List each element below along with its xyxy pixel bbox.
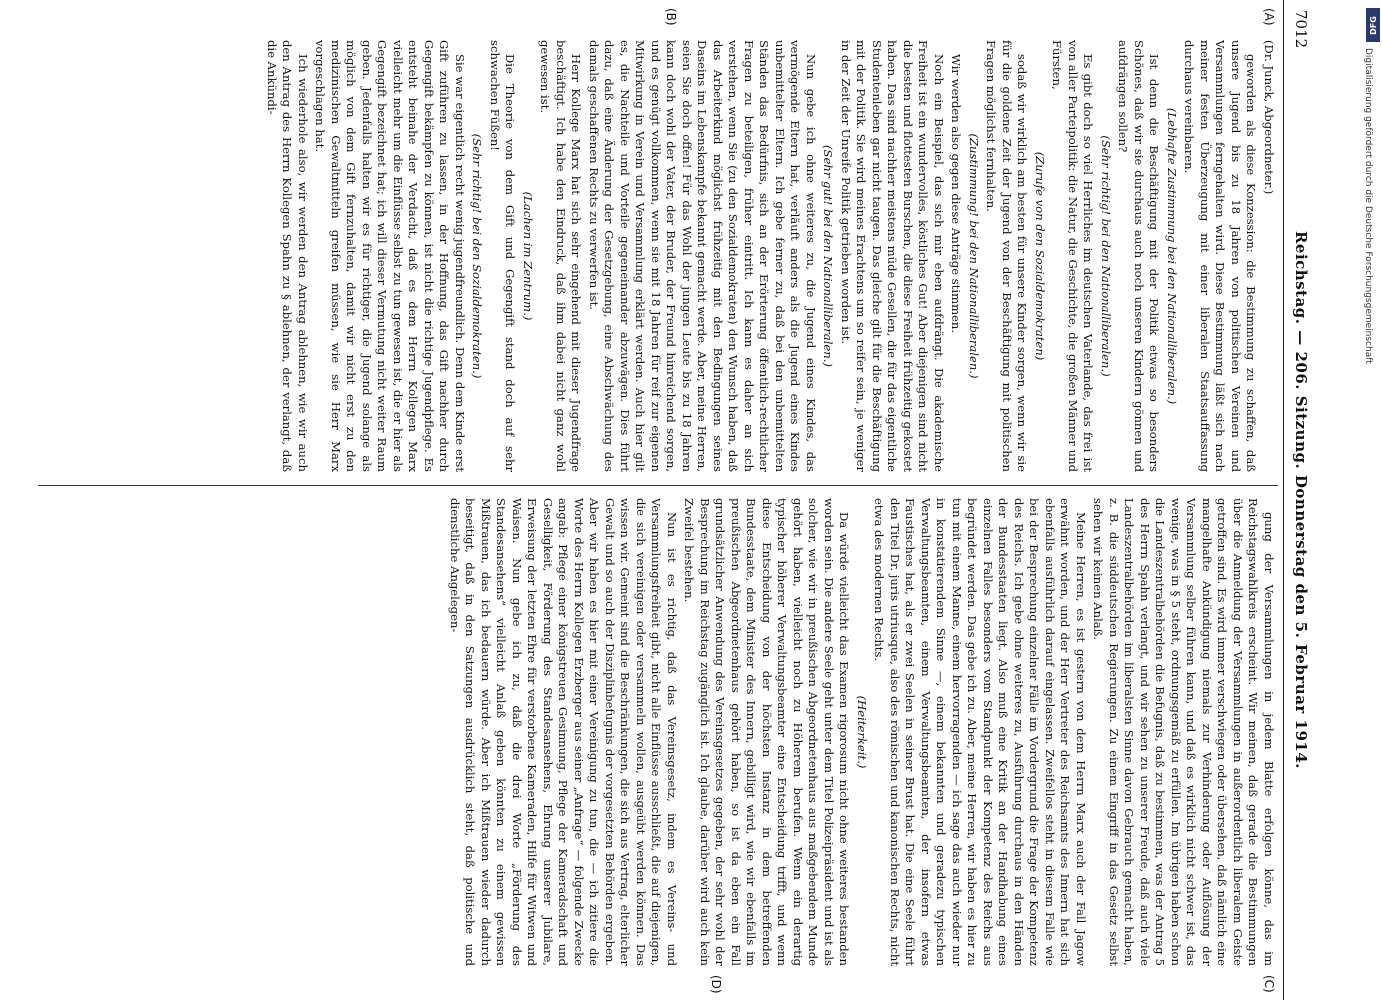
paragraph: (Zurufe von den Sozialdemokraten) bbox=[1033, 151, 1047, 361]
left-column bbox=[36, 40, 1276, 472]
paragraph: Ich wiederhole also, wir werden den Antrag ablehnen, wie wir auch den Antrag des Herrn Kollegen Spahn zu § ablehnen, der verlangt, daß die Ankündi- bbox=[265, 40, 310, 472]
paragraph: Ist denn die Beschäftigung mit der Politik etwas so besonders Schönes, daß wir sie durchaus auch noch unseren Kindern gönnen und aufdrängen sollen? bbox=[1116, 40, 1162, 472]
paragraph: (Zustimmung! bei den Nationalliberalen.) bbox=[967, 133, 981, 379]
paragraph: (Sehr gut! bei den Nationalliberalen.) bbox=[821, 145, 836, 367]
paragraph: sodaß wir wirklich am besten für unsere Kinder sorgen, wenn wir sie für die goldene Zeit der Jugend von der Beschäftigung mit politischen Fragen möglichst fernhalten. bbox=[984, 40, 1030, 472]
paragraph: geworden als diese Konzession: die Bestimmung zu schaffen, daß unsere Jugend bis zu 18 Jahren von politischen Vereinen und Versammlungen ferngehalten wird. Diese Bestimmung läßt sich nach meiner festen Überzeugung mit einer liberalen Staatsauffassung durchaus vereinbaren. bbox=[1182, 40, 1259, 472]
margin-sign-a: (A) bbox=[1262, 8, 1276, 26]
paragraph: Noch ein Beispiel, das sich mir eben aufdrängt. Die akademische Freiheit ist ein wundervolles, köstliches Gut! Aber diejenigen sind nicht die besten und flottesten Burschen, die diese Freiheit frühzeitig gekostet haben. Das sind nachher meistens müde Gesellen, die für das eigentliche Studentenleben gar nicht taugen. Das gleiche gilt für die Beschäftigung mit der Politik. Sie wird meines Erachtens um so reifer sein, je weniger in der Zeit der Unreife Politik getrieben worden ist. bbox=[839, 40, 946, 472]
speaker-line: (Dr. Junck, Abgeordneter.) bbox=[1262, 40, 1276, 195]
right-paragraphs bbox=[447, 498, 1277, 966]
scanned-page bbox=[18, 0, 1318, 1000]
paragraph: Die Theorie von dem Gift und Gegengift stand doch auf sehr schwachen Füßen! bbox=[488, 40, 518, 472]
margin-sign-d: (D) bbox=[709, 975, 723, 994]
margin-sign-b: (B) bbox=[664, 8, 678, 26]
paragraph: Da würde vielleicht das Examen rigorosum nicht ohne weiteres bestanden worden sein. Die andere Seele geht unter dem Titel Polizeipräsident und ist als solcher, wie wir in preußischen Abgeordnetenhaus aus maßgebendem Munde gehört haben, vielleicht noch zu Höherem berufen. Wenn ein derartig typischer höherer Verwaltungsbeamter eine Entscheidung trifft, und wenn diese Entscheidung von der höchsten Instanz in dem betreffenden Bundesstaate, dem Minister des Innern, gebilligt wird, wie wir ebenfalls im preußischen Abgeordnetenhaus gehört haben, so ist da eben ein Fall grundsätzlicher Anwendung des Vereinsgesetzes gegeben, der sehr wohl der Besprechung im Reichstag zugänglich ist. Ich glaube, darüber wird auch kein Zweifel bestehen. bbox=[682, 498, 852, 966]
dfg-logo: DFG bbox=[1366, 8, 1380, 42]
paragraph: Nun gebe ich ohne weiteres zu, die Jugend eines Kindes, das vermögende Eltern hat, verläuft anders als die Jugend eines Kindes unbemittelter Eltern. Ich gebe ferner zu, daß bei den unbemittelten Ständen das Bedürfnis, sich an der Erörterung öffentlich-rechtlicher Fragen zu beteiligen, früher eintritt. Ich kann es daher an sich verstehen, wenn Sie (zu den Sozialdemokraten) den Wunsch haben, daß das Arbeiterkind möglichst frühzeitig mit den Bedingungen seines Daseins im Lebenskampfe bekannt gemacht werde. Aber, meine Herren, seien Sie doch offen! Für das Wohl der jungen Leute bis zu 18 Jahren kann doch wohl der Vater, der Bruder, der Freund hinreichend sorgen, und es genügt vollkommen, wenn sie mit 18 Jahren für reif zur eigenen Mitwirkung in Verein und Versammlung erklärt werden. Auch hier gilt es, die Nachteile und Vorteile gegeneinander abzuwägen. Dies führt dazu, daß eine Änderung der Gesetzgebung, eine Abschwächung des damals geschaffenen Rechts zu verwerfen ist. bbox=[587, 40, 818, 472]
paragraph: (Lachen im Zentrum.) bbox=[521, 191, 535, 321]
paragraph: gung der Versammlungen in jedem Blatte erfolgen könne, das im Reichstagswahlkreis erscheint. Wir meinen, daß gerade die Bestimmungen über die Anmeldung der Versammlungen in außerordentlich liberalem Geiste getroffen sind. Es wird immer verschwiegen oder übersehen, daß nämlich eine mangelhafte Ankündigung niemals zur Verhinderung oder Auflösung der Versammlung selber führen kann, und daß es wirklich nicht schwer ist, das wenige, was in § 5 steht, ordnungsgemäß zu erfüllen. Im übrigen haben schon die Landeszentralbehörden die Befugnis, daß zu bestimmen, was der Antrag 5 des Herrn Spahn verlangt, und wir sehen zu unserer Freude, daß auch viele Landeszentralbehörden im liberalsten Sinne davon Gebrauch gemacht haben, z. B. die süddeutschen Regierungen. Zu einem Eingriff in das Gesetz selbst sehen wir keinen Anlaß. bbox=[1091, 498, 1276, 966]
paragraph: Es gibt doch so viel Herrliches im deutschen Vaterlande, das frei ist von aller Parteipolitik: die Natur, die Geschichte, die großen Männer und Fürsten, bbox=[1050, 40, 1096, 472]
paragraph: (Heiterkeit.) bbox=[855, 695, 869, 769]
left-paragraphs bbox=[264, 40, 1259, 472]
paragraph: Wir werden also gegen diese Anträge stimmen. bbox=[949, 54, 964, 334]
page-number: 7012 bbox=[1292, 10, 1310, 49]
paragraph: Nun ist es richtig, daß das Vereinsgesetz, indem es Vereins- und Versammlungsfreiheit gibt, nicht alle Einflüsse ausschließt, die auf diejenigen, die sich vereinigen oder versammeln wollen, ausgeübt werden können. Das wissen wir. Gemeint sind die Beschränkungen, die sich aus Vertrag, elterlicher Gewalt und so auch der Disziplinbefugnis der vorgesetzten Behörden ergeben. Aber wir haben es hier mit einer Vereinigung zu tun, die — ich zitiere die Worte des Herrn Kollegen Erzberger aus seiner „Anfrage“ — folgende Zwecke angab: Pflege einer königstreuen Gesinnung, Pflege der Kameradschaft und Geselligkeit, Förderung des Standesansehens, Ehrung unserer Jubilare, Erweisung der letzten Ehre für verstorbene Kameraden, Hilfe für Witwen und Waisen. Nun gebe ich zu, daß die drei Worte „Förderung des Standesansehens“ vielleicht Anlaß geben könnten zu einem gewissen Mißtrauen, das ich bedauern würde. Aber ich Mißtrauen wieder dadurch beseitigt, daß in den Satzungen ausdrücklich steht, daß politische und dienstliche Angelegen- bbox=[448, 498, 679, 966]
running-head bbox=[1286, 0, 1312, 1000]
paragraph: (Lebhafte Zustimmung bei den Nationalliberalen.) bbox=[1165, 107, 1179, 405]
page-title: Reichstag. — 206. Sitzung. Donnerstag den 5. Februar 1914. bbox=[1292, 230, 1310, 770]
right-column bbox=[36, 498, 1276, 966]
paragraph: Meine Herren, es ist gestern von dem Herrn Marx auch der Fall Jagow erwähnt worden, und der Herr Vertreter des Reichsamts des Innern hat sich ebenfalls ausführlich darauf eingelassen. Zweifellos steht in diesem Falle wie bei der Besprechung einzelner Fälle im Vordergrund die Frage der Kompetenz des Reichs. Ich gebe ohne weiteres zu, Ausführung durchaus in den Händen der Bundesstaaten liegt. Also muß eine Kritik an der Handhabung eines einzelnen Falles besonders vom Standpunkt der Kompetenz des Reichs aus begründet werden. Das gebe ich zu. Aber, meine Herren, wir haben es hier zu tun mit einem Manne, einem hervorragenden — ich sage das auch wieder nur in konstatierendem Sinne —, einem bekannten und geradezu typischen Verwaltungsbeamten, einem Verwaltungsbeamten, der insofern etwas Faustisches hat, als er zwei Seelen in seiner Brust hat. Die eine Seele führt den Titel Dr. juris utriusque, also des römischen und kanonischen Rechts, nicht etwa des modernen Rechts. bbox=[872, 498, 1088, 966]
paragraph: (Sehr richtig! bei den Sozialdemokraten.) bbox=[470, 133, 485, 379]
paragraph: Sie war eigentlich recht wenig jugendfreundlich. Denn dem Kinde erst Gift zuführen zu lassen, in der Hoffnung, das Gift nachher durch Gegengift bekämpfen zu können, ist nicht die richtige Jugendpflege. Es entsteht beinahe der Verdacht, daß es dem Herrn Kollegen Marx vielleicht mehr um die Einflüsse selbst zu tun gewesen ist, die er hier als Gegengift bezeichnet hat; ich will dieser Vermutung nicht weiter Raum geben. Jedenfalls halten wir es für richtiger, die Jugend solange als möglich von dem Gift fernzuhalten, damit wir nicht erst zu den medizinischen Gewaltmitteln greifen müssen, wie sie Herr Marx vorgeschlagen hat. bbox=[313, 40, 467, 472]
column-rule bbox=[38, 485, 1278, 486]
margin-sign-c: (C) bbox=[1262, 975, 1276, 993]
header-rule bbox=[1283, 0, 1284, 1000]
paragraph: Herr Kollege Marx hat sich sehr eingehend mit dieser Jugendfrage beschäftigt. Ich habe den Eindruck, daß ihm dabei nicht ganz wohl gewesen ist. bbox=[538, 40, 584, 472]
paragraph: (Sehr richtig! bei den Nationalliberalen.) bbox=[1099, 135, 1113, 377]
